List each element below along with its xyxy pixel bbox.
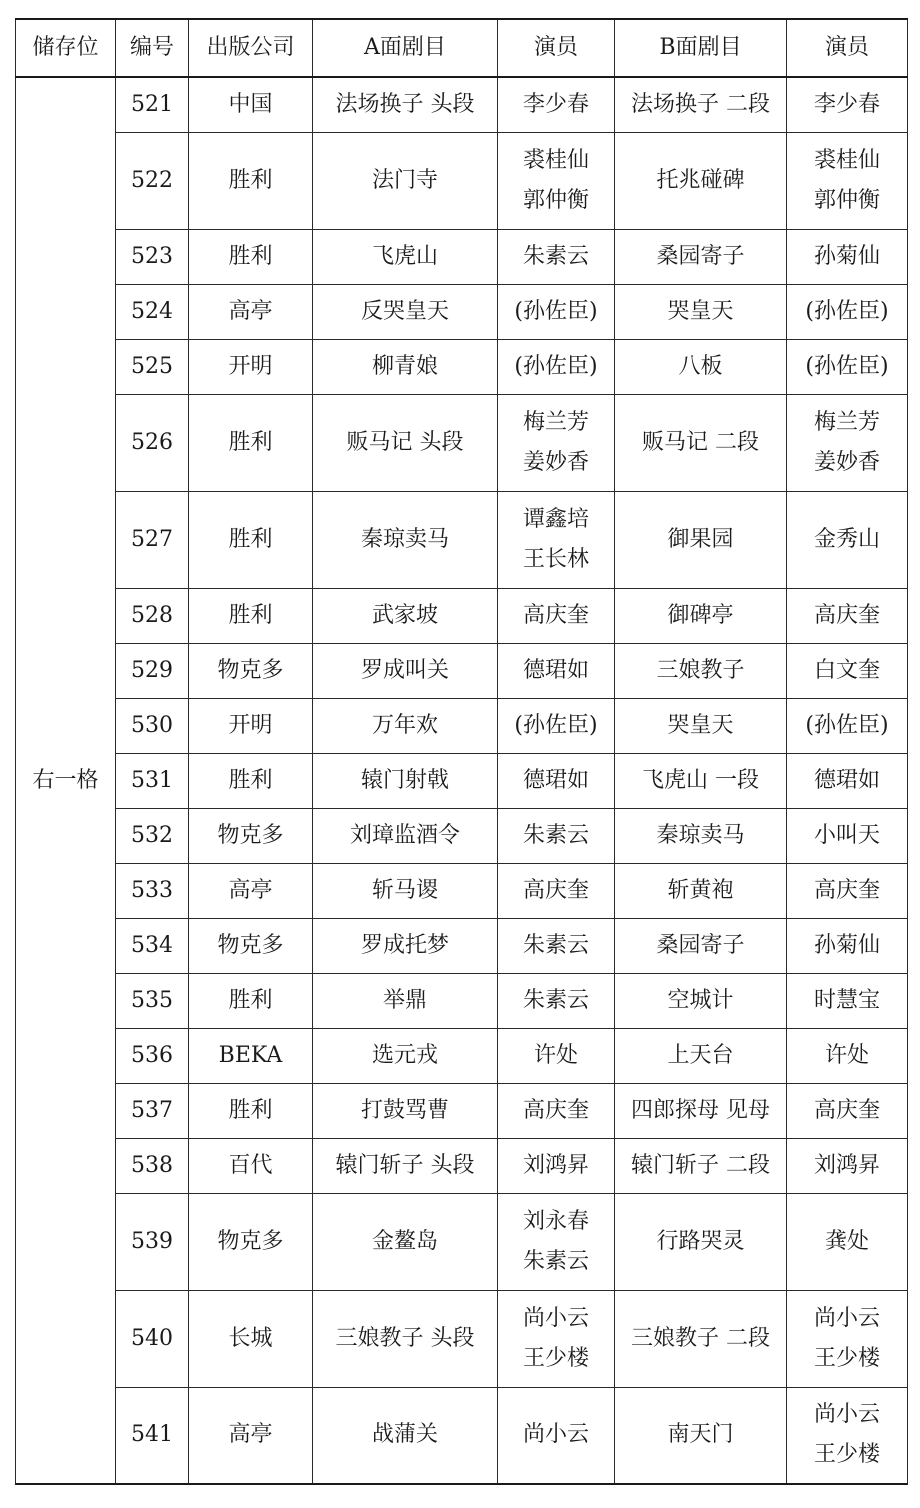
side-b-actors-cell [787, 588, 908, 643]
side-b-actors-cell [787, 132, 908, 229]
record-number-cell: 526 [116, 394, 189, 491]
actor-name: 王长林 [522, 546, 589, 572]
side-b-title-cell: 三娘教子 二段 [615, 1290, 787, 1387]
actor-name: 德珺如 [522, 767, 589, 793]
actor-name: 李少春 [813, 91, 880, 117]
record-number-cell: 535 [116, 973, 189, 1028]
actor-name: 郭仲衡 [522, 187, 589, 213]
header-side-a-actors: 演员 [498, 19, 615, 77]
record-number-cell: 523 [116, 229, 189, 284]
actor-name: 王少楼 [522, 1345, 589, 1371]
side-b-actors-cell [787, 1387, 908, 1484]
table-row [16, 491, 908, 588]
record-number-cell: 541 [116, 1387, 189, 1484]
record-number-cell: 527 [116, 491, 189, 588]
actor-name: (孙佐臣) [805, 353, 889, 379]
side-b-title-cell: 秦琼卖马 [615, 808, 787, 863]
side-b-title-cell: 行路哭灵 [615, 1193, 787, 1290]
record-catalog-table [15, 18, 908, 1485]
actor-name: (孙佐臣) [514, 298, 598, 324]
actor-name: (孙佐臣) [514, 353, 598, 379]
side-a-title-cell: 飞虎山 [313, 229, 498, 284]
side-a-actors-cell [498, 643, 615, 698]
side-b-actors-cell [787, 229, 908, 284]
actor-name: 尚小云 [813, 1305, 880, 1331]
side-b-actors-cell [787, 491, 908, 588]
side-b-actors-cell [787, 808, 908, 863]
side-a-actors-cell [498, 284, 615, 339]
side-a-title-cell: 万年欢 [313, 698, 498, 753]
side-b-title-cell: 桑园寄子 [615, 229, 787, 284]
record-number-cell: 531 [116, 753, 189, 808]
table-row [16, 229, 908, 284]
side-a-actors-cell [498, 973, 615, 1028]
side-a-actors-cell [498, 1083, 615, 1138]
side-a-title-cell: 刘璋监酒令 [313, 808, 498, 863]
side-a-title-cell: 秦琼卖马 [313, 491, 498, 588]
actor-name: 谭鑫培 [522, 506, 589, 532]
header-number: 编号 [116, 19, 189, 77]
record-number-cell: 537 [116, 1083, 189, 1138]
actor-name: 小叫天 [813, 822, 880, 848]
publisher-cell: 胜利 [189, 491, 313, 588]
publisher-cell: 开明 [189, 339, 313, 394]
actor-name: 朱素云 [522, 1248, 589, 1274]
table-row [16, 1028, 908, 1083]
publisher-cell: 胜利 [189, 229, 313, 284]
record-number-cell: 528 [116, 588, 189, 643]
side-a-title-cell: 贩马记 头段 [313, 394, 498, 491]
side-a-title-cell: 举鼎 [313, 973, 498, 1028]
actor-name: 裘桂仙 [813, 147, 880, 173]
actor-name: 尚小云 [522, 1422, 589, 1448]
table-row [16, 284, 908, 339]
storage-location-cell: 右一格 [16, 77, 116, 1484]
table-row [16, 77, 908, 132]
actor-name: 郭仲衡 [813, 187, 880, 213]
table-row [16, 973, 908, 1028]
publisher-cell: BEKA [189, 1028, 313, 1083]
side-a-actors-cell [498, 1290, 615, 1387]
publisher-cell: 胜利 [189, 132, 313, 229]
actor-name: 德珺如 [522, 657, 589, 683]
side-a-actors-cell [498, 863, 615, 918]
actor-name: 朱素云 [522, 987, 589, 1013]
side-a-title-cell: 罗成托梦 [313, 918, 498, 973]
side-a-actors-cell [498, 698, 615, 753]
side-a-title-cell: 辕门射戟 [313, 753, 498, 808]
table-row [16, 1193, 908, 1290]
actor-name: 高庆奎 [522, 1097, 589, 1123]
publisher-cell: 胜利 [189, 973, 313, 1028]
actor-name: (孙佐臣) [514, 712, 598, 738]
table-row [16, 643, 908, 698]
actor-name: 梅兰芳 [813, 409, 880, 435]
side-b-title-cell: 飞虎山 一段 [615, 753, 787, 808]
publisher-cell: 高亭 [189, 284, 313, 339]
side-a-title-cell: 斩马谡 [313, 863, 498, 918]
side-a-actors-cell [498, 918, 615, 973]
side-b-actors-cell [787, 698, 908, 753]
actor-name: 龚处 [824, 1228, 869, 1254]
side-a-actors-cell [498, 1387, 615, 1484]
publisher-cell: 开明 [189, 698, 313, 753]
side-a-actors-cell [498, 491, 615, 588]
side-a-title-cell: 柳青娘 [313, 339, 498, 394]
side-b-actors-cell [787, 753, 908, 808]
side-b-actors-cell [787, 284, 908, 339]
record-number-cell: 532 [116, 808, 189, 863]
actor-name: 时慧宝 [813, 987, 880, 1013]
side-b-actors-cell [787, 394, 908, 491]
table-row [16, 1290, 908, 1387]
side-b-title-cell: 御碑亭 [615, 588, 787, 643]
actor-name: 刘永春 [522, 1208, 589, 1234]
actor-name: 许处 [824, 1042, 869, 1068]
side-b-title-cell: 御果园 [615, 491, 787, 588]
side-b-title-cell: 三娘教子 [615, 643, 787, 698]
actor-name: 孙菊仙 [813, 243, 880, 269]
publisher-cell: 胜利 [189, 753, 313, 808]
actor-name: 尚小云 [813, 1402, 880, 1428]
header-publisher: 出版公司 [189, 19, 313, 77]
side-b-actors-cell [787, 643, 908, 698]
side-a-actors-cell [498, 229, 615, 284]
actor-name: 高庆奎 [813, 877, 880, 903]
publisher-cell: 物克多 [189, 1193, 313, 1290]
side-b-actors-cell [787, 973, 908, 1028]
record-number-cell: 529 [116, 643, 189, 698]
publisher-cell: 高亭 [189, 1387, 313, 1484]
actor-name: 许处 [533, 1042, 578, 1068]
table-row [16, 132, 908, 229]
record-number-cell: 522 [116, 132, 189, 229]
side-a-actors-cell [498, 339, 615, 394]
table-row [16, 863, 908, 918]
side-a-actors-cell [498, 588, 615, 643]
actor-name: 王少楼 [813, 1442, 880, 1468]
side-a-actors-cell [498, 1028, 615, 1083]
actor-name: 王少楼 [813, 1345, 880, 1371]
actor-name: 白文奎 [813, 657, 880, 683]
side-a-actors-cell [498, 1138, 615, 1193]
side-b-actors-cell [787, 1028, 908, 1083]
side-b-title-cell: 空城计 [615, 973, 787, 1028]
side-a-title-cell: 打鼓骂曹 [313, 1083, 498, 1138]
side-b-title-cell: 桑园寄子 [615, 918, 787, 973]
publisher-cell: 胜利 [189, 1083, 313, 1138]
side-b-actors-cell [787, 1193, 908, 1290]
side-b-actors-cell [787, 918, 908, 973]
side-b-title-cell: 贩马记 二段 [615, 394, 787, 491]
table-row [16, 753, 908, 808]
publisher-cell: 长城 [189, 1290, 313, 1387]
header-side-b-title: B面剧目 [615, 19, 787, 77]
actor-name: 金秀山 [813, 526, 880, 552]
side-b-actors-cell [787, 77, 908, 132]
record-number-cell: 533 [116, 863, 189, 918]
publisher-cell: 高亭 [189, 863, 313, 918]
table-body [16, 77, 908, 1484]
record-number-cell: 538 [116, 1138, 189, 1193]
side-a-actors-cell [498, 1193, 615, 1290]
record-number-cell: 534 [116, 918, 189, 973]
actor-name: 姜妙香 [813, 449, 880, 475]
side-a-title-cell: 金鳌岛 [313, 1193, 498, 1290]
table-row [16, 918, 908, 973]
header-side-a-title: A面剧目 [313, 19, 498, 77]
record-number-cell: 540 [116, 1290, 189, 1387]
actor-name: 朱素云 [522, 822, 589, 848]
actor-name: 刘鸿昇 [813, 1152, 880, 1178]
side-b-title-cell: 哭皇天 [615, 698, 787, 753]
actor-name: 朱素云 [522, 243, 589, 269]
record-number-cell: 524 [116, 284, 189, 339]
header-side-b-actors: 演员 [787, 19, 908, 77]
actor-name: 梅兰芳 [522, 409, 589, 435]
table-row [16, 588, 908, 643]
side-b-title-cell: 哭皇天 [615, 284, 787, 339]
record-number-cell: 530 [116, 698, 189, 753]
actor-name: 高庆奎 [813, 1097, 880, 1123]
side-b-title-cell: 南天门 [615, 1387, 787, 1484]
side-a-title-cell: 辕门斩子 头段 [313, 1138, 498, 1193]
header-storage-location: 储存位 [16, 19, 116, 77]
actor-name: 高庆奎 [522, 602, 589, 628]
side-b-title-cell: 辕门斩子 二段 [615, 1138, 787, 1193]
record-number-cell: 525 [116, 339, 189, 394]
side-a-title-cell: 战蒲关 [313, 1387, 498, 1484]
publisher-cell: 胜利 [189, 588, 313, 643]
side-b-actors-cell [787, 1290, 908, 1387]
actor-name: (孙佐臣) [805, 712, 889, 738]
side-a-title-cell: 反哭皇天 [313, 284, 498, 339]
side-a-title-cell: 武家坡 [313, 588, 498, 643]
record-number-cell: 521 [116, 77, 189, 132]
side-b-actors-cell [787, 863, 908, 918]
actor-name: 德珺如 [813, 767, 880, 793]
publisher-cell: 物克多 [189, 808, 313, 863]
side-b-title-cell: 斩黄袍 [615, 863, 787, 918]
table-row [16, 1387, 908, 1484]
record-number-cell: 539 [116, 1193, 189, 1290]
table-row [16, 339, 908, 394]
side-a-actors-cell [498, 394, 615, 491]
side-a-title-cell: 法场换子 头段 [313, 77, 498, 132]
side-b-title-cell: 法场换子 二段 [615, 77, 787, 132]
actor-name: 高庆奎 [522, 877, 589, 903]
side-b-actors-cell [787, 339, 908, 394]
table-header [16, 19, 908, 77]
publisher-cell: 中国 [189, 77, 313, 132]
actor-name: (孙佐臣) [805, 298, 889, 324]
side-b-actors-cell [787, 1083, 908, 1138]
publisher-cell: 百代 [189, 1138, 313, 1193]
actor-name: 高庆奎 [813, 602, 880, 628]
table-row [16, 808, 908, 863]
table-row [16, 1138, 908, 1193]
side-b-title-cell: 上天台 [615, 1028, 787, 1083]
side-a-title-cell: 罗成叫关 [313, 643, 498, 698]
side-a-title-cell: 法门寺 [313, 132, 498, 229]
actor-name: 裘桂仙 [522, 147, 589, 173]
record-number-cell: 536 [116, 1028, 189, 1083]
table-row [16, 1083, 908, 1138]
actor-name: 朱素云 [522, 932, 589, 958]
side-a-actors-cell [498, 753, 615, 808]
actor-name: 孙菊仙 [813, 932, 880, 958]
side-b-title-cell: 四郎探母 见母 [615, 1083, 787, 1138]
publisher-cell: 物克多 [189, 643, 313, 698]
publisher-cell: 胜利 [189, 394, 313, 491]
actor-name: 李少春 [522, 91, 589, 117]
side-a-title-cell: 三娘教子 头段 [313, 1290, 498, 1387]
actor-name: 尚小云 [522, 1305, 589, 1331]
side-a-actors-cell [498, 132, 615, 229]
table-row [16, 698, 908, 753]
side-b-title-cell: 八板 [615, 339, 787, 394]
side-a-actors-cell [498, 77, 615, 132]
side-a-title-cell: 选元戎 [313, 1028, 498, 1083]
actor-name: 刘鸿昇 [522, 1152, 589, 1178]
table-row [16, 394, 908, 491]
side-b-actors-cell [787, 1138, 908, 1193]
actor-name: 姜妙香 [522, 449, 589, 475]
side-b-title-cell: 托兆碰碑 [615, 132, 787, 229]
side-a-actors-cell [498, 808, 615, 863]
publisher-cell: 物克多 [189, 918, 313, 973]
